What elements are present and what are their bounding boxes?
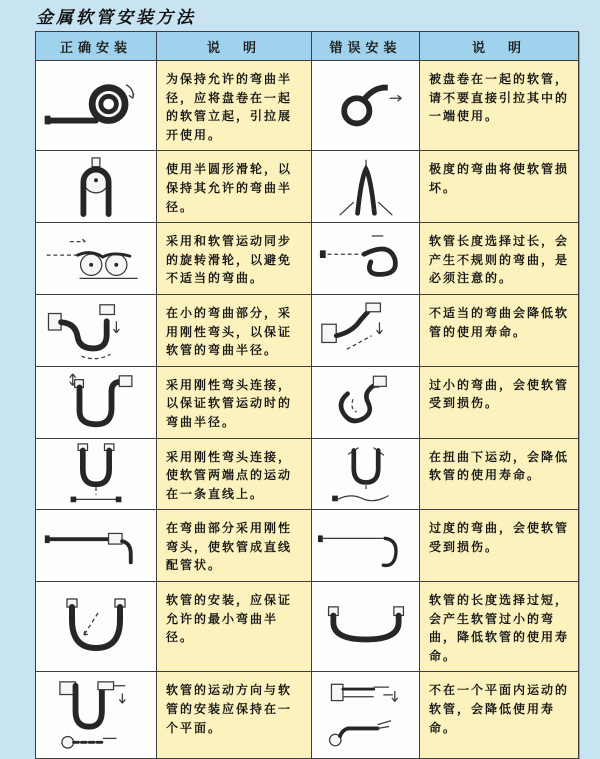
wrong-illustration-cell <box>312 295 420 366</box>
table-row <box>36 439 578 511</box>
correct-description: 在弯曲部分采用刚性弯头，使软管成直线配管状。 <box>157 510 312 581</box>
page-title: 金属软管安装方法 <box>36 8 196 28</box>
correct-illustration-cell <box>36 672 157 758</box>
correct-description: 使用半圆形滑轮，以保持其允许的弯曲半径。 <box>157 151 312 222</box>
rigid-elbow-small-bend-icon <box>42 298 150 362</box>
wrong-illustration-cell <box>312 510 420 581</box>
header-correct-install: 正确安装 <box>36 32 157 60</box>
table-row <box>36 295 578 367</box>
correct-illustration-cell <box>36 439 157 510</box>
table-row <box>36 510 578 582</box>
correct-description: 为保持允许的弯曲半径，应将盘卷在一起的软管立起，引拉展开使用。 <box>157 61 312 150</box>
wrong-illustration-cell <box>312 61 420 150</box>
straight-piping-with-elbow-icon <box>42 518 150 574</box>
wrong-illustration-cell <box>312 582 420 671</box>
table-row <box>36 367 578 439</box>
correct-description: 采用刚性弯头连接，使软管两端点的运动在一条直线上。 <box>157 439 312 510</box>
correct-illustration-cell <box>36 367 157 438</box>
correct-illustration-cell <box>36 582 157 671</box>
correct-description: 采用和软管运动同步的旋转滑轮，以避免不适当的弯曲。 <box>157 223 312 294</box>
wrong-description: 不适当的弯曲会降低软管的使用寿命。 <box>420 295 578 366</box>
wrong-description: 软管的长度选择过短，会产生软管过小的弯曲，降低软管的使用寿命。 <box>420 582 578 671</box>
correct-illustration-cell <box>36 295 157 366</box>
table-row <box>36 672 578 758</box>
wrong-illustration-cell <box>312 223 420 294</box>
hose-over-semicircular-pulley-icon <box>46 156 146 218</box>
correct-illustration-cell <box>36 223 157 294</box>
standing-coil-unrolled-hose-icon <box>42 75 150 137</box>
header-wrong-install: 错误安装 <box>312 32 420 60</box>
correct-illustration-cell <box>36 61 157 150</box>
table-header-row <box>36 32 578 61</box>
wrong-illustration-cell <box>312 439 420 510</box>
twisted-u-loop-icon <box>319 442 413 506</box>
correct-description: 在小的弯曲部分，采用刚性弯头，以保证软管的弯曲半径。 <box>157 295 312 366</box>
wrong-description: 极度的弯曲将使软管损坏。 <box>420 151 578 222</box>
sharply-pinched-hose-icon <box>319 156 413 218</box>
overlong-hose-irregular-loop-icon <box>318 230 414 288</box>
correct-description: 软管的安装，应保证允许的最小弯曲半径。 <box>157 582 312 671</box>
too-short-hose-shallow-u-icon <box>318 599 414 655</box>
header-correct-description: 说 明 <box>157 32 312 60</box>
correct-illustration-cell <box>36 151 157 222</box>
coil-end-pulled-hose-icon <box>319 75 413 137</box>
in-plane-motion-assembly-icon <box>42 676 150 754</box>
table-row <box>36 61 578 151</box>
wrong-description: 不在一个平面内运动的软管，会降低使用寿命。 <box>420 672 578 758</box>
wrong-illustration-cell <box>312 151 420 222</box>
table-row <box>36 582 578 672</box>
minimum-bend-radius-u-icon <box>46 595 146 659</box>
correct-illustration-cell <box>36 510 157 581</box>
wrong-illustration-cell <box>312 672 420 758</box>
correct-description: 软管的运动方向与软管的安装应保持在一个平面。 <box>157 672 312 758</box>
wrong-description: 在扭曲下运动，会降低软管的使用寿命。 <box>420 439 578 510</box>
wrong-description: 过小的弯曲，会使软管受到损伤。 <box>420 367 578 438</box>
table-row <box>36 151 578 223</box>
correct-description: 采用刚性弯头连接，以保证软管运动时的弯曲半径。 <box>157 367 312 438</box>
installation-guide-table <box>35 31 579 759</box>
too-small-bend-hook-icon <box>320 371 412 433</box>
table-row <box>36 223 578 295</box>
overbent-end-hose-icon <box>318 518 414 574</box>
straight-line-motion-u-loop-icon <box>46 442 146 506</box>
hose-on-synchronized-rollers-icon <box>42 230 150 288</box>
wrong-description: 被盘卷在一起的软管，请不要直接引拉其中的一端使用。 <box>420 61 578 150</box>
out-of-plane-motion-hose-icon <box>318 676 414 754</box>
wrong-description: 软管长度选择过长，会产生不规则的弯曲，是必须注意的。 <box>420 223 578 294</box>
wrong-illustration-cell <box>312 367 420 438</box>
rigid-elbow-u-loop-icon <box>46 370 146 434</box>
wrong-description: 过度的弯曲，会使软管受到损伤。 <box>420 510 578 581</box>
header-wrong-description: 说 明 <box>471 40 526 55</box>
improper-sharp-bend-icon <box>318 299 414 361</box>
